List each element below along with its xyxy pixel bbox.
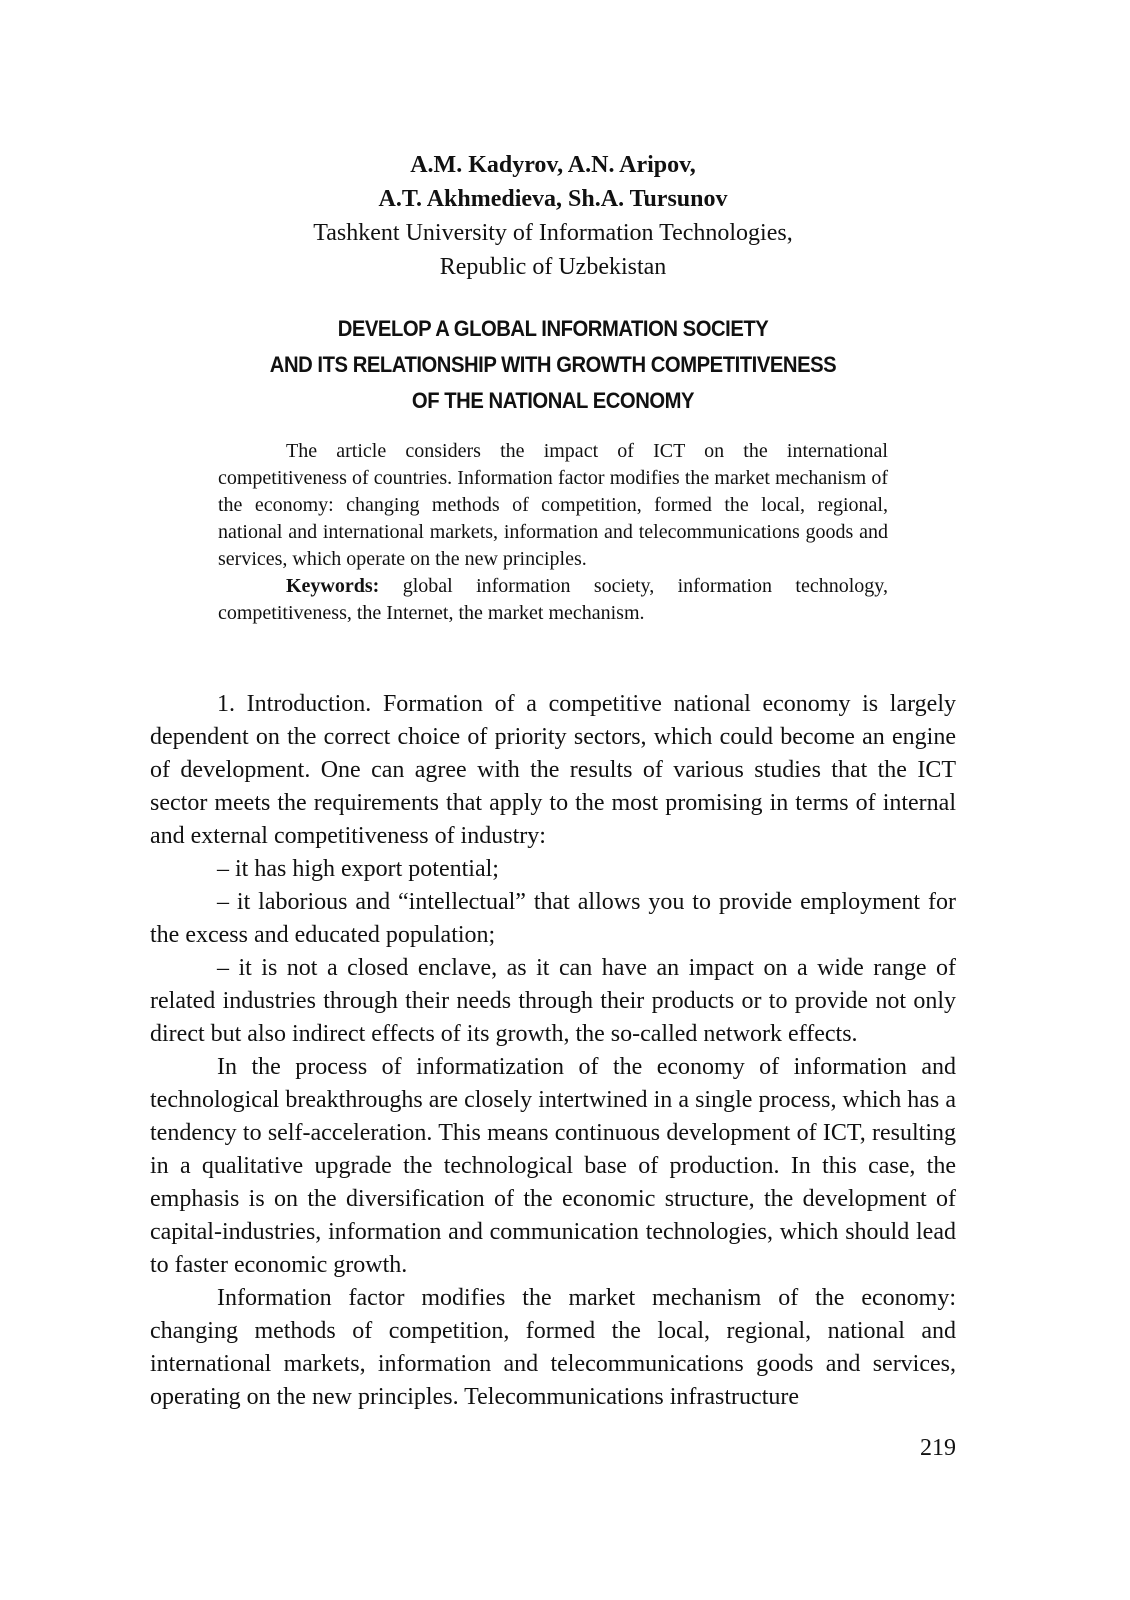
author-names-line-1: A.M. Kadyrov, A.N. Aripov,	[410, 152, 696, 178]
keywords-label: Keywords:	[286, 575, 380, 597]
keywords	[218, 573, 888, 627]
title-line-2: AND ITS RELATIONSHIP WITH GROWTH COMPETITIVENESS	[269, 352, 837, 377]
title-line-1: DEVELOP A GLOBAL INFORMATION SOCIETY	[337, 316, 769, 341]
paragraph-information-factor: Information factor modifies the market mechanism of the economy: changing methods of competition, formed the local, regional, national and international markets, information and telecommunications goods and services, operating on the new principles. Telecommunications infrastructure	[150, 1285, 956, 1410]
list-item-enclave: – it is not a closed enclave, as it can have an impact on a wide range of related industries through their needs through their products or to provide not only direct but also indirect effects of its growth, the so-called network effects.	[150, 955, 956, 1047]
affiliation-line-2: Republic of Uzbekistan	[439, 254, 667, 280]
body-text	[150, 688, 956, 1414]
list-item-export: – it has high export potential;	[217, 856, 499, 882]
affiliation-line-1: Tashkent University of Information Technologies,	[313, 220, 793, 246]
title-line-3: OF THE NATIONAL ECONOMY	[411, 388, 695, 413]
keywords-list: global information society, information technology, competitiveness, the Internet, the market mechanism.	[218, 575, 888, 624]
author-names-line-2: A.T. Akhmedieva, Sh.A. Tursunov	[378, 186, 728, 212]
page-number: 219	[920, 1435, 956, 1461]
paragraph-informatization: In the process of informatization of the economy of information and technological breakthroughs are closely intertwined in a single process, which has a tendency to self-acceleration. This means continuous development of ICT, resulting in a qualitative upgrade the technological base of production. In this case, the emphasis is on the diversification of the economic structure, the development of capital-industries, information and communication technologies, which should lead to faster economic growth.	[150, 1054, 956, 1278]
abstract	[218, 438, 888, 627]
paragraph-introduction: 1. Introduction. Formation of a competitive national economy is largely dependent on the correct choice of priority sectors, which could become an engine of development. One can agree with the results of various studies that the ICT sector meets the requirements that apply to the most promising in terms of internal and external competitiveness of industry:	[150, 691, 956, 849]
abstract-text: The article considers the impact of ICT on the international competitiveness of countries. Information factor modifies the market mechanism of the economy: changing methods of competition, formed the local, regional, national and international markets, information and telecommunications goods and services, which operate on the new principles.	[218, 440, 888, 570]
article-title	[182, 311, 924, 419]
list-item-laborious: – it laborious and “intellectual” that allows you to provide employment for the excess and educated population;	[150, 889, 956, 948]
author-block	[150, 148, 956, 284]
